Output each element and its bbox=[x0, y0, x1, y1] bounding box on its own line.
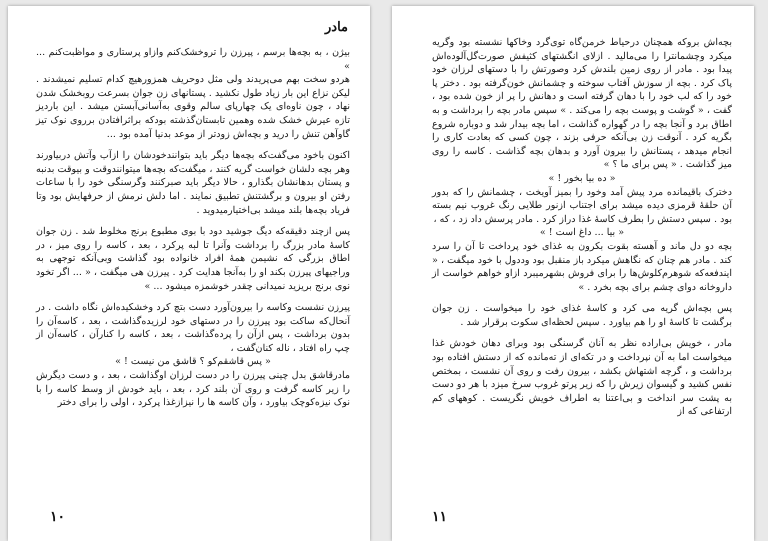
paragraph: بچه‌اش برو‌که همچنان درحیاط خرمن‌گاه توی‌گرد وخاکها نشسته بود وگریه میکرد وچشمانترا را می‌مالید . ازلای انگشتهای کثیفش صورت‌گل‌آلوده‌اش پیدا بود . مادر از روی زمین بلندش کرد وصورتش را با دستهای لرزان خود پاک کرد . بچه از سوزش آفتاب سوخته و چشمانش خون‌گرفته بود . دختر پا خود را که لب خود را با دهان گرفته است و دهانش را پر از خون شده بود ، گفت ، « گوشت و پوست بچه را می‌کند . » سپس مادر بچه را برداشت و به اطاق برد و آنجا بچه را در گهواره گذاشت ، اما بچه بیدار شد و دوباره شروع بگریه کرد . آنوقت زن بی‌آنکه حرفی بزند ، چون کسی که بعادت کاری را انجام میدهد ، پستانش را بیرون آورد و بدهان بچه گذاشت . کاسه را روی میز گذاشت . « پس برای ما ؟ » bbox=[432, 37, 732, 171]
left-page-body bbox=[36, 46, 350, 410]
page-header: مادر bbox=[325, 20, 348, 35]
paragraph: بیژن ، به بچه‌ها برسم ، پیرزن را تروخشک‌کنم وازاو پرستاری و مواظبت‌کنم ... » bbox=[36, 47, 350, 72]
paragraph: هردو سخت بهم می‌پریدند ولی مثل دوحریف همزورهیچ کدام تسلیم نمیشدند . لیکن نزاع این بار زیاد طول نکشید . پستانهای زن جوان بسرعت روبخشک شدن نهاد ، چون ناوه‌ای یک چهارپای سالم وقوی به‌آسانی‌آبستن میشد . این باردیز تازه عیرش خشک شده وهمین تابستان‌گذشته بودکه براثرافتادن برروی نوک تیز گاوآهن تنش را درید و بچه‌اش زودتر از موعد بدنیا آمده بود ... bbox=[36, 74, 350, 140]
paragraph: « پس قاشقم‌کو ؟ قاشق من نیست ! » bbox=[115, 356, 271, 368]
paragraph: پیرزن نشست وکاسه را بیرون‌آورد دست بتچ کرد وخشکیده‌اش نگاه داشت . در آنحال‌که ساکت بود پیرزن را در دستهای خود لرزیده‌گذاشت ، بعد ، کاسه‌آن را بدون برداشت ، پس ازآن را پرده‌گذاشت ، بعد ، کاسه را کنار‌آن ، کاسه‌آن از چپ راه افتاد ، ناله کنان‌گفت ، bbox=[36, 302, 350, 354]
paragraph: مادر ، خویش بی‌اراده نظر به آنان گرسنگی بود وبرای دهان خودش غذا میخواست اما به آن نپرداخت و در تکه‌ای از ته‌مانده که از دستش افتاده بود برداشت و ، گرچه اشتهاش بکشد ، بیرون رفت و روی آن نشست ، بمختص نفس کشید و گیسوان زیرش را که زیر پرتو غروب سرخ میزد با هر دو دست به پشت سر انداخت و بی‌اعتنا به اطراف خویش نگریست . کوههای کم ارتفاعی که از bbox=[432, 338, 732, 418]
page-number: ۱۱ bbox=[432, 509, 448, 525]
paragraph: دخترک باقیمانده مرد پیش آمد وخود را بمیز آویخت ، چشمانش را که بدور آن حلقهٔ قرمزی دیده میشد برای اجتناب ازنور طلایی رنگ غروب نیم بسته بود . سپس دستش را بطرف کاسهٔ غذا دراز کرد . مادر پرسش داد زد ، که ، bbox=[432, 186, 732, 225]
paragraph: بچه دو دل ماند و آهسته بقوت بکرون به غذای خود پرداخت تا آن را سرد کند . مادر هم چنان که نگاهش میکرد باز منقبل بود وددول با خود میگفت ، « ایندفعه‌که شوهرم‌کلوش‌ها را برای فروش بشهرمیبرد ازاو خواهم خواست از داروخانه دوای چشم برای بچه بخرد . » bbox=[432, 240, 732, 293]
right-page bbox=[392, 6, 754, 541]
page-number: ۱۰ bbox=[50, 509, 66, 525]
right-page-body bbox=[432, 36, 732, 419]
paragraph: « بیا ... داغ است ! » bbox=[539, 227, 625, 239]
paragraph: پس بچه‌اش گریه می کرد و کاسهٔ غذای خود را میخواست . زن جوان برگشت تا کاسهٔ او را هم بیاورد . سپس لحظه‌ای سکوت برقرار شد . bbox=[432, 303, 732, 328]
paragraph: مادرقاشق بدل چینی پیرزن را در دست لرزان اوگذاشت ، بعد ، و دست دیگرش را زیر کاسه گرفت و روی آن بلند کرد ، بعد ، باید خودش از وسط کاسه را با نوک نیزه‌کوچک بیاورد ، و‌آن کاسه ها را نیزازغذا پرکرد ، اولی را برای دختر bbox=[36, 370, 350, 409]
paragraph: پس ازچند دقیقه‌که دیگ جوشید دود با بوی مطبوع برنج مخلوط شد . زن جوان کاسهٔ مادر بزرگ را برداشت وآنرا تا لبه پرکرد ، بعد ، کاسه را روی میز ، در اطاق بزرگی که نشیمن همهٔ افراد خانواده بود گذاشت وبی‌آنکه توجهی به وراجیهای پیرزن بکند او را به‌آنجا هدایت کرد . پیرزن هی میگفت ، « ... اگر تخود نوی برنج بریزید نمیدانی چقدر خوشمزه میشود ... » bbox=[36, 226, 350, 292]
paragraph: « ده بیا بخور ! » bbox=[548, 172, 616, 184]
paragraph: اکنون باخود می‌گفت‌که بچه‌ها دیگر باید بتوانندخودشان را ازآب وآتش دربیاورند وهر بچه دلشان خواست گریه کنند ، میگفت‌که بچه‌ها میتوانندوقت و بیوقت بدنبه و پستان بدهانشان بگذارو ، حالا دیگر باید صبرکنند وگرسنگی خود را با ساعات رفتن او بیرون و برگشتنش تطبیق نمایند . اما دلش نرمش از حرفهایش بود وتا فریاد بچه‌ها بلند میشد بی‌اختیارمیدوید . bbox=[36, 150, 350, 216]
left-page bbox=[8, 6, 370, 541]
